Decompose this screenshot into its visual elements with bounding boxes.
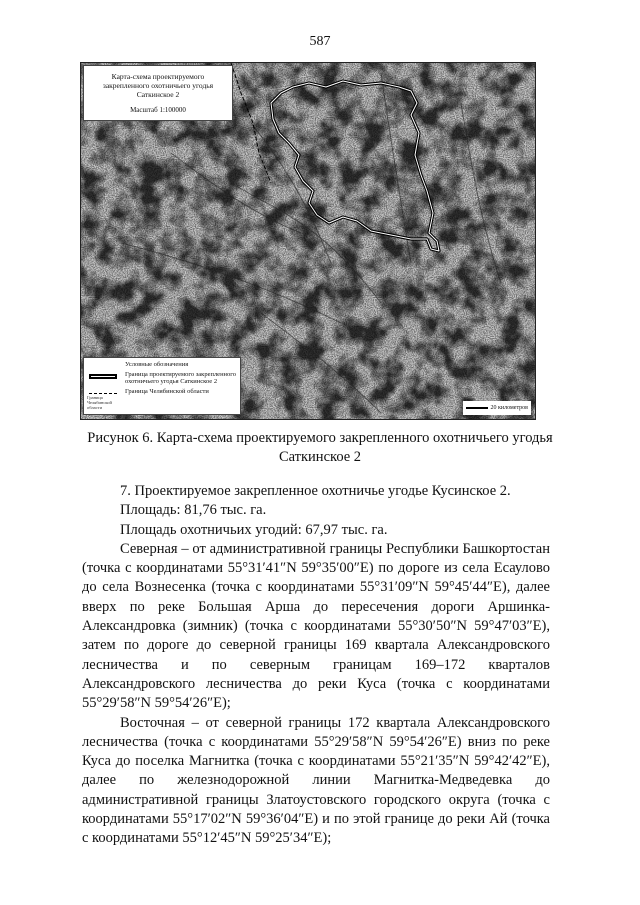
paragraph-area: Площадь: 81,76 тыс. га. [120, 502, 267, 519]
caption-line-1: Рисунок 6. Карта-схема проектируемого закрепленного охотничьего угодья [87, 430, 553, 446]
legend-row-region [87, 387, 237, 410]
caption-line-2: Саткинское 2 [278, 449, 362, 465]
map-scale: Масштаб 1:100000 [130, 106, 186, 114]
map-scalebar [463, 401, 531, 415]
page-number: 587 [309, 34, 331, 49]
scalebar-line-icon [466, 407, 488, 409]
legend-row-hunting [87, 371, 237, 386]
scalebar-label: 20 километров [490, 405, 528, 411]
paragraph-title: 7. Проектируемое закрепленное охотничье угодье Кусинское 2. [120, 483, 511, 499]
figure-caption [80, 429, 560, 467]
paragraph-north-boundary: Северная – от административной границы Республики Башкортостан (точка с координатами 55°31′41″N 59°35′00″E) по дороге из села Есаулово до села Вознесенка (точка с координатами 55°31′09″N 59°45′44″E), далее вверх по реке Большая Арша до пересечения дороги Аршинка-Александровка (зимник) (точка с координатами 55°30′50″N 59°47′03″E), затем по дороге до северной границы 169 квартала Александровского лесничества и по северным границам 169–172 кварталов Александровского лесничества до реки Куса (точка с координатами 55°29′58″N 59°54′26″E); [82, 540, 550, 712]
hunting-boundary-symbol-icon [87, 371, 121, 385]
map-title-line-2: закрепленного охотничьего угодья [102, 81, 214, 90]
legend-heading: Условные обозначения [125, 361, 189, 368]
map-title-line-3: Саткинское 2 [136, 90, 180, 99]
map-legend [83, 357, 241, 415]
map-title-line-1: Карта-схема проектируемого [111, 72, 205, 81]
region-boundary-symbol-icon [87, 388, 121, 410]
legend-region-label: Граница Челябинской области [125, 387, 209, 395]
body-text [82, 482, 550, 849]
legend-hunting-label: Граница проектируемого закрепленного охотничьего угодья Саткинское 2 [125, 370, 237, 385]
map-figure [80, 62, 536, 420]
paragraph-east-boundary: Восточная – от северной границы 172 квартала Александровского лесничества (точка с координатами 55°29′58″N 59°54′26″E) вниз по реке Куса до поселка Магнитка (точка с координатами 55°21′35″N 59°42′42″E), далее по железнодорожной линии Магнитка-Медведевка до административной границы Златоустовского городского округа (точка с координатами 55°17′02″N 59°36′04″E) и по этой границе до реки Ай (точка с координатами 55°12′45″N 59°25′34″E); [82, 714, 550, 847]
legend-region-symbol-text: Граница Челябинской области [87, 394, 112, 410]
map-title-box [83, 65, 233, 121]
paragraph-hunting-area: Площадь охотничьих угодий: 67,97 тыс. га. [120, 521, 388, 538]
